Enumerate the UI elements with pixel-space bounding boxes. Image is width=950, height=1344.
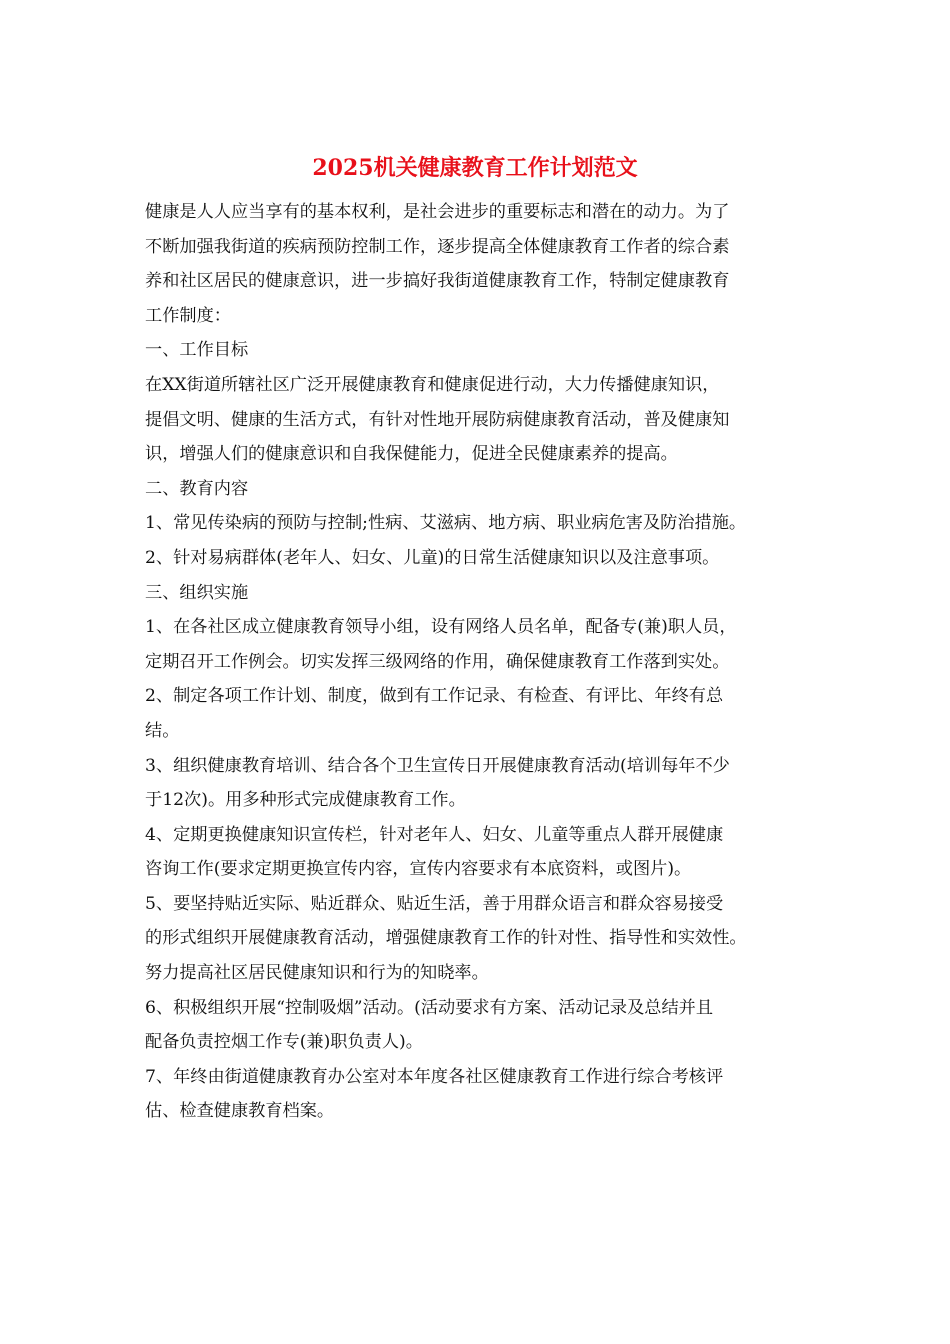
paragraph-line: 工作制度： <box>145 305 231 326</box>
paragraph-line: 不断加强我街道的疾病预防控制工作，逐步提高全体健康教育工作者的综合素 <box>145 236 730 257</box>
paragraph-line: 结。 <box>145 720 180 741</box>
paragraph-line: 提倡文明、健康的生活方式，有针对性地开展防病健康教育活动，普及健康知 <box>145 409 730 430</box>
paragraph-line: 的形式组织开展健康教育活动，增强健康教育工作的针对性、指导性和实效性。 <box>145 928 747 949</box>
paragraph-line: 定期召开工作例会。切实发挥三级网络的作用，确保健康教育工作落到实处。 <box>145 651 730 672</box>
paragraph-line: 健康是人人应当享有的基本权利，是社会进步的重要标志和潜在的动力。为了 <box>145 202 730 222</box>
section-heading: 二、教育内容 <box>145 478 249 499</box>
section-heading: 一、工作目标 <box>145 340 249 361</box>
list-item: 1、常见传染病的预防与控制;性病、艾滋病、地方病、职业病危害及防治措施。 <box>145 513 747 534</box>
section-heading: 三、组织实施 <box>145 582 249 603</box>
document-body <box>145 195 825 1129</box>
paragraph-line: 在XX街道所辖社区广泛开展健康教育和健康促进行动，大力传播健康知识， <box>145 374 720 395</box>
list-item: 5、要坚持贴近实际、贴近群众、贴近生活，善于用群众语言和群众容易接受 <box>145 893 724 914</box>
list-item: 7、年终由街道健康教育办公室对本年度各社区健康教育工作进行综合考核评 <box>145 1066 724 1087</box>
paragraph-line: 识，增强人们的健康意识和自我保健能力，促进全民健康素养的提高。 <box>145 444 678 465</box>
paragraph-line: 于12次)。用多种形式完成健康教育工作。 <box>145 790 466 811</box>
list-item: 6、积极组织开展“控制吸烟”活动。(活动要求有方案、活动记录及总结并且 <box>145 997 714 1018</box>
list-item: 2、制定各项工作计划、制度，做到有工作记录、有检查、有评比、年终有总 <box>145 686 724 707</box>
paragraph-line: 养和社区居民的健康意识，进一步搞好我街道健康教育工作，特制定健康教育 <box>145 271 730 292</box>
list-item: 2、针对易病群体(老年人、妇女、儿童)的日常生活健康知识以及注意事项。 <box>145 547 720 568</box>
document-title: 2025机关健康教育工作计划范文 <box>312 155 638 181</box>
paragraph-line: 咨询工作(要求定期更换宣传内容，宣传内容要求有本底资料，或图片)。 <box>145 859 692 880</box>
paragraph-line: 努力提高社区居民健康知识和行为的知晓率。 <box>145 963 489 984</box>
list-item: 4、定期更换健康知识宣传栏，针对老年人、妇女、儿童等重点人群开展健康 <box>145 824 724 845</box>
paragraph-line: 估、检查健康教育档案。 <box>145 1101 335 1122</box>
list-item: 3、组织健康教育培训、结合各个卫生宣传日开展健康教育活动(培训每年不少 <box>145 755 730 776</box>
paragraph-line: 配备负责控烟工作专(兼)职负责人)。 <box>145 1032 423 1053</box>
list-item: 1、在各社区成立健康教育领导小组，设有网络人员名单，配备专(兼)职人员， <box>145 617 737 638</box>
